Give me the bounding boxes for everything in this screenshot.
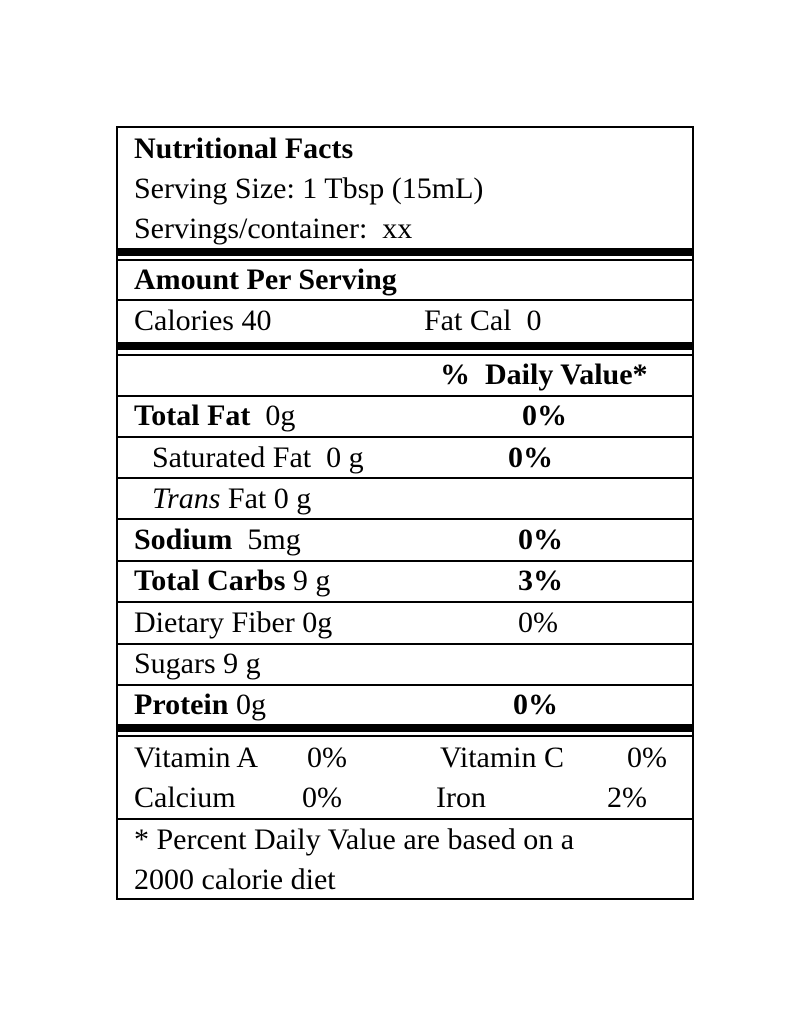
fat-calories: Fat Cal 0 <box>424 304 542 337</box>
nutrient-dv: 0% <box>508 441 553 474</box>
divider <box>118 643 692 645</box>
label-title: Nutritional Facts <box>134 132 354 165</box>
thick-divider <box>118 724 692 732</box>
spacer <box>220 482 228 515</box>
divider <box>118 354 692 356</box>
serving-size: Serving Size: 1 Tbsp (15mL) <box>134 172 484 205</box>
nutrient-row-protein <box>134 688 266 722</box>
thick-divider <box>118 342 692 350</box>
spacer <box>311 441 326 474</box>
servings-per-container: Servings/container: xx <box>134 212 413 245</box>
divider <box>118 299 692 301</box>
nutrient-amount: 0g <box>265 399 296 432</box>
nutrient-name: Protein <box>134 688 229 721</box>
nutrient-dv: 0% <box>518 606 558 639</box>
divider <box>118 395 692 397</box>
nutrient-name: Trans <box>152 482 221 515</box>
nutrient-dv: 3% <box>518 564 563 597</box>
vitamin-c-value: 0% <box>627 741 667 774</box>
divider <box>118 560 692 562</box>
nutrient-amount: 0g <box>235 688 266 721</box>
divider <box>118 684 692 686</box>
amount-per-serving: Amount Per Serving <box>134 263 397 296</box>
nutrient-row-saturated-fat <box>152 441 364 475</box>
nutrient-amount: 9 g <box>292 564 331 597</box>
calories: Calories 40 <box>134 304 272 337</box>
nutrient-row-total-carbs <box>134 564 330 598</box>
calcium-value: 0% <box>302 781 342 814</box>
spacer <box>250 399 265 432</box>
footnote-line-2: 2000 calorie diet <box>134 863 336 896</box>
nutrient-amount: Fat 0 g <box>227 482 312 515</box>
thick-divider <box>118 248 692 256</box>
nutrient-name: Sodium <box>134 523 233 556</box>
nutrient-row-trans-fat <box>152 482 311 516</box>
nutrient-amount: 0 g <box>326 441 364 474</box>
nutrient-name: Saturated Fat <box>152 441 312 474</box>
footnote-line-1: * Percent Daily Value are based on a <box>134 823 575 856</box>
divider <box>118 259 692 261</box>
nutrient-dv: 0% <box>518 523 563 556</box>
daily-value-header: % Daily Value* <box>440 358 648 391</box>
spacer <box>232 523 247 556</box>
vitamin-a-value: 0% <box>307 741 347 774</box>
spacer <box>285 564 293 597</box>
divider <box>118 735 692 737</box>
divider <box>118 477 692 479</box>
nutrient-amount: 5mg <box>247 523 301 556</box>
divider <box>118 601 692 603</box>
nutrient-row-total-fat <box>134 399 295 433</box>
nutrient-dv: 0% <box>522 399 567 432</box>
divider <box>118 436 692 438</box>
vitamin-a-name: Vitamin A <box>134 741 259 774</box>
vitamin-c-name: Vitamin C <box>440 741 565 774</box>
nutrient-row-sugars: Sugars 9 g <box>134 647 261 680</box>
divider <box>118 818 692 820</box>
spacer <box>228 688 236 721</box>
nutrient-row-sodium <box>134 523 301 557</box>
nutrient-name: Total Carbs <box>134 564 286 597</box>
nutrient-dv: 0% <box>513 688 558 721</box>
nutrient-row-dietary-fiber: Dietary Fiber 0g <box>134 606 333 639</box>
iron-name: Iron <box>436 781 486 814</box>
iron-value: 2% <box>607 781 647 814</box>
nutrient-name: Total Fat <box>134 399 251 432</box>
divider <box>118 518 692 520</box>
calcium-name: Calcium <box>134 781 236 814</box>
nutrition-facts-label <box>116 126 694 900</box>
